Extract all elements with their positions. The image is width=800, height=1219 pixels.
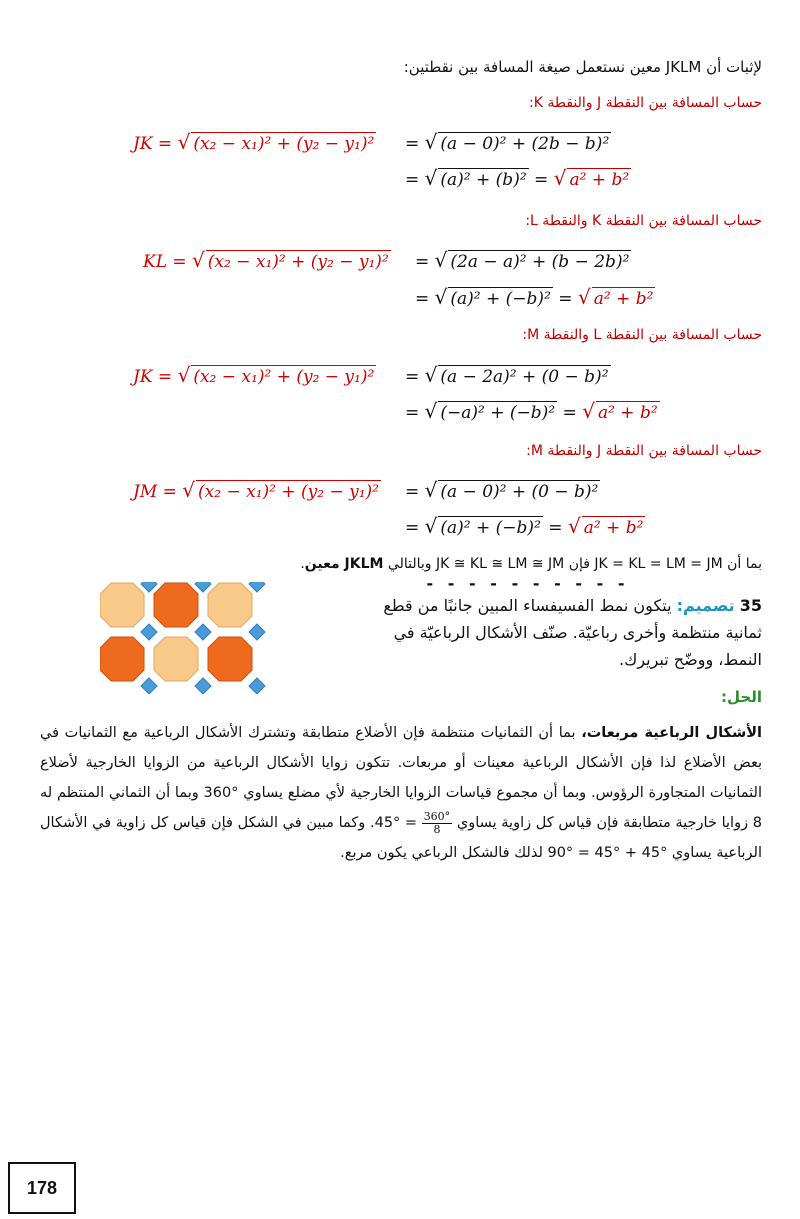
step1: (a − 0)² + (0 − b)² [440, 482, 599, 502]
solution-part2: . وكما مبين في الشكل فإن قياس كل زاوية في الأشكال الرباعية يساوي [40, 815, 762, 861]
eq-text: 45° = [374, 815, 422, 831]
step1-line: = √ (a − 0)² + (2b − b)² [405, 130, 610, 154]
step1: (2a − a)² + (b − 2b)² [450, 252, 630, 272]
section-heading-lm: حساب المسافة بين النقطة L والنقطة M: [522, 327, 762, 343]
formula-line: JK = √ (x₂ − x₁)² + (y₂ − y₁)² [133, 363, 375, 387]
mosaic-image [100, 582, 272, 694]
step2-line: = √ (a)² + (−b)² = √ a² + b² [415, 285, 654, 309]
angle-sum: 90° = 45° + 45° [547, 845, 668, 861]
conclusion-end: . [300, 556, 305, 572]
step2-line: = √ (a)² + (−b)² = √ a² + b² [405, 514, 644, 538]
formula-line: KL = √ (x₂ − x₁)² + (y₂ − y₁)² [143, 248, 389, 272]
lhs: KL = [143, 252, 193, 272]
octagon-dark [100, 637, 144, 681]
step1-line: = √ (2a − a)² + (b − 2b)² [415, 248, 630, 272]
result: a² + b² [569, 170, 630, 190]
solution-paragraph [40, 718, 762, 868]
octagon-light [154, 637, 198, 681]
formula-line: JM = √ (x₂ − x₁)² + (y₂ − y₁)² [133, 478, 379, 502]
octagon-dark [154, 583, 198, 627]
solution-part1: بما أن الثمانيات منتظمة فإن الأضلاع متطابقة وتشترك الأشكال الرباعية مع الثمانيات في بعض الأضلاع لذا فإن الأشكال الرباعية معينات أو مربعات. تتكون زوايا الأشكال الرباعية من الزوايا الخارجية لأضلاع الثمانيات المتجاورة الرؤوس. وبما أن مجموع قياسات الزوايا الخارجية لأي مضلع يساوي °360 وبما أن الثماني المنتظم له 8 زوايا خارجية متطابقة فإن قياس كل زاوية يساوي [40, 725, 762, 831]
step2: (−a)² + (−b)² [440, 403, 556, 423]
problem-35 [362, 592, 762, 673]
problem-text: يتكون نمط الفسيفساء المبين جانبًا من قطع ثمانية منتظمة وأخرى رباعيّة. صنّف الأشكال الرباعيّة في النمط، ووضّح تبريرك. [383, 596, 762, 669]
result: a² + b² [593, 289, 654, 309]
section-heading-jm: حساب المسافة بين النقطة J والنقطة M: [526, 443, 762, 459]
conclusion-pre: بما أن JK = KL = LM = JM فإن JK ≅ KL ≅ LM ≅ JM وبالتالي [383, 556, 762, 572]
step2-line: = √ (−a)² + (−b)² = √ a² + b² [405, 399, 658, 423]
fraction-denominator: 8 [433, 822, 441, 836]
formula: (x₂ − x₁)² + (y₂ − y₁)² [207, 252, 389, 272]
lhs: JK = [133, 134, 178, 154]
problem-keyword: تصميم: [676, 596, 735, 615]
formula-line: JK = √ (x₂ − x₁)² + (y₂ − y₁)² [133, 130, 375, 154]
step1: (a − 2a)² + (0 − b)² [440, 367, 609, 387]
page-number-box: 178 [8, 1162, 76, 1214]
octagon-light [100, 583, 144, 627]
solution-label: الحل: [721, 688, 762, 706]
intro-text: لإثبات أن JKLM معين نستعمل صيغة المسافة بين نقطتين: [403, 58, 762, 76]
lhs: JK = [133, 367, 178, 387]
octagon-dark [208, 637, 252, 681]
octagon-light [208, 583, 252, 627]
result: a² + b² [583, 518, 644, 538]
step2: (a)² + (−b)² [440, 518, 541, 538]
lhs: JM = [133, 482, 183, 502]
fraction [422, 811, 453, 836]
conclusion-bold: JKLM معين [304, 556, 384, 572]
formula: (x₂ − x₁)² + (y₂ − y₁)² [193, 134, 375, 154]
formula: (x₂ − x₁)² + (y₂ − y₁)² [198, 482, 379, 502]
formula: (x₂ − x₁)² + (y₂ − y₁)² [193, 367, 375, 387]
dashed-separator: - - - - - - - - - - [425, 574, 628, 593]
step2: (a)² + (−b)² [450, 289, 551, 309]
solution-part3: لذلك فالشكل الرباعي يكون مربع. [340, 845, 548, 861]
step2: (a)² + (b)² [440, 170, 527, 190]
step2-line: = √ (a)² + (b)² = √ a² + b² [405, 166, 630, 190]
conclusion [300, 556, 762, 572]
section-heading-kl: حساب المسافة بين النقطة K والنقطة L: [525, 213, 762, 229]
result: a² + b² [597, 403, 658, 423]
fraction-numerator: 360° [423, 809, 451, 823]
step1: (a − 0)² + (2b − b)² [440, 134, 610, 154]
section-heading-jk: حساب المسافة بين النقطة J والنقطة K: [529, 95, 762, 111]
step1-line: = √ (a − 2a)² + (0 − b)² [405, 363, 609, 387]
step1-line: = √ (a − 0)² + (0 − b)² [405, 478, 599, 502]
angle-equation [375, 808, 453, 838]
problem-number: 35 [739, 596, 762, 615]
solution-bold-start: الأشكال الرباعية مربعات، [581, 725, 762, 741]
